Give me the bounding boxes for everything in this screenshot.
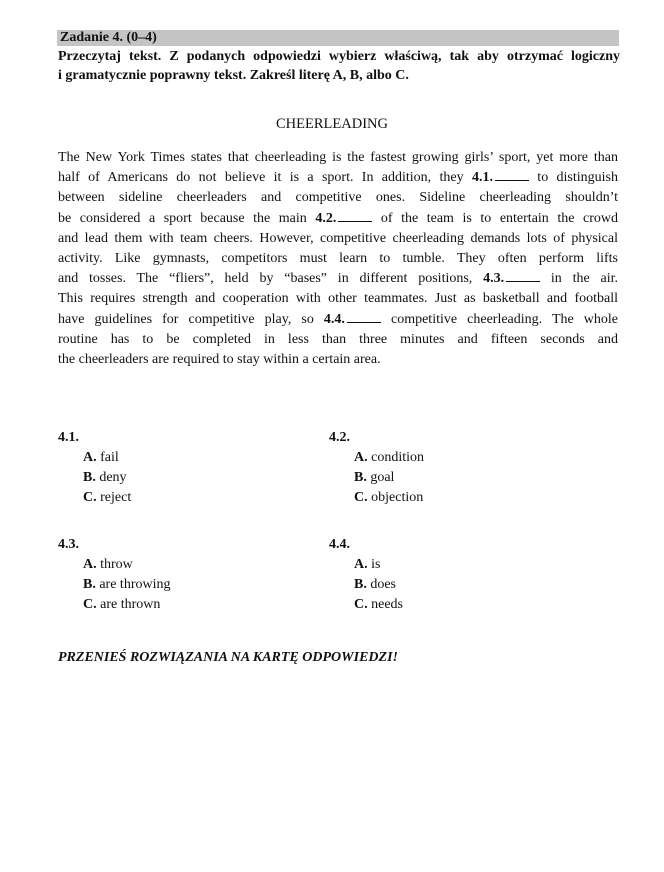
gap-blank <box>495 168 529 181</box>
gap-number: 4.2. <box>315 210 337 226</box>
answer-option[interactable] <box>58 468 131 488</box>
option-text: goal <box>370 470 395 485</box>
gap-number: 4.3. <box>483 271 505 287</box>
answer-option[interactable] <box>58 555 171 575</box>
answer-option[interactable] <box>58 595 171 615</box>
passage-text: have guidelines for competitive play, so <box>58 311 324 327</box>
question-4-3 <box>58 535 171 615</box>
passage-line <box>58 249 618 269</box>
passage-text: of the team is to entertain the crowd <box>372 210 618 226</box>
option-text: does <box>370 577 397 592</box>
passage-line <box>58 229 618 249</box>
passage-text: between sideline cheerleaders and competitive ones. Sideline cheerleading shouldn’t <box>58 190 618 206</box>
option-text: is <box>371 557 381 572</box>
question-number: 4.3. <box>58 537 79 552</box>
question-number: 4.4. <box>329 537 350 552</box>
option-text: throw <box>100 557 133 572</box>
option-text: objection <box>371 490 424 505</box>
gap-blank <box>506 269 540 282</box>
reading-passage <box>58 148 618 370</box>
reading-title: CHEERLEADING <box>276 116 388 132</box>
passage-text: to distinguish <box>528 170 618 186</box>
passage-text: routine has to be completed in less than three minutes and fifteen seconds and <box>58 331 618 347</box>
answer-option[interactable] <box>329 555 403 575</box>
passage-text: and lead them with team cheers. However, competitive cheerleading demands lots of physical <box>58 230 618 246</box>
option-letter: B. <box>354 470 367 485</box>
passage-line <box>58 269 618 289</box>
gap-blank <box>347 310 381 323</box>
task-title: Zadanie 4. (0–4) <box>60 30 157 45</box>
answer-option[interactable] <box>329 575 403 595</box>
instructions-line-1: Przeczytaj tekst. Z podanych odpowiedzi wybierz właściwą, tak aby otrzymać logiczny <box>58 49 620 64</box>
option-text: deny <box>99 470 127 485</box>
passage-line <box>58 148 618 168</box>
passage-text: the cheerleaders are required to stay within a certain area. <box>58 352 381 368</box>
gap-number: 4.4. <box>323 311 345 327</box>
answer-option[interactable] <box>58 575 171 595</box>
passage-line <box>58 350 618 370</box>
option-letter: A. <box>354 557 368 572</box>
passage-text: competitive cheerleading. The whole <box>380 311 619 327</box>
passage-text: The New York Times states that cheerleading is the fastest growing girls’ sport, yet more than <box>58 150 618 165</box>
question-number: 4.1. <box>58 430 79 445</box>
option-text: fail <box>100 450 119 465</box>
passage-text: in the air. <box>540 271 618 287</box>
passage-line <box>58 168 618 188</box>
passage-line <box>58 330 618 350</box>
option-text: needs <box>371 597 404 612</box>
question-number: 4.2. <box>329 430 350 445</box>
passage-line <box>58 310 618 330</box>
answer-option[interactable] <box>329 488 424 508</box>
answer-option[interactable] <box>329 448 424 468</box>
option-letter: C. <box>83 597 97 612</box>
passage-text: activity. Like gymnasts, competitors must learn to tumble. They often perform lifts <box>58 251 618 267</box>
option-letter: B. <box>354 577 367 592</box>
option-text: condition <box>371 450 425 465</box>
answer-option[interactable] <box>58 448 131 468</box>
question-4-4 <box>329 535 403 615</box>
option-letter: B. <box>83 470 96 485</box>
option-letter: A. <box>83 450 97 465</box>
passage-line <box>58 289 618 309</box>
option-text: are throwing <box>99 577 171 592</box>
option-text: are thrown <box>100 597 161 612</box>
passage-text: be considered a sport because the main <box>58 210 316 226</box>
option-letter: A. <box>83 557 97 572</box>
passage-line <box>58 209 618 229</box>
answer-option[interactable] <box>329 595 403 615</box>
option-letter: C. <box>354 597 368 612</box>
question-4-2 <box>329 428 424 508</box>
option-letter: C. <box>83 490 97 505</box>
option-text: reject <box>100 490 132 505</box>
option-letter: A. <box>354 450 368 465</box>
option-letter: B. <box>83 577 96 592</box>
passage-text: This requires strength and cooperation with other teammates. Just as basketball and football <box>58 291 618 307</box>
question-4-1 <box>58 428 131 508</box>
transfer-answers-note: PRZENIEŚ ROZWIĄZANIA NA KARTĘ ODPOWIEDZI! <box>58 650 398 665</box>
gap-blank <box>338 209 372 222</box>
answer-option[interactable] <box>58 488 131 508</box>
instructions-line-2: i gramatycznie poprawny tekst. Zakreśl literę A, B, albo C. <box>58 68 409 83</box>
answer-option[interactable] <box>329 468 424 488</box>
task-instructions <box>58 47 620 85</box>
option-letter: C. <box>354 490 368 505</box>
passage-text: half of Americans do not believe it is a sport. In addition, they <box>58 170 472 186</box>
passage-text: and tosses. The “fliers”, held by “bases” in different positions, <box>58 271 484 287</box>
passage-line <box>58 188 618 208</box>
gap-number: 4.1. <box>471 170 493 186</box>
